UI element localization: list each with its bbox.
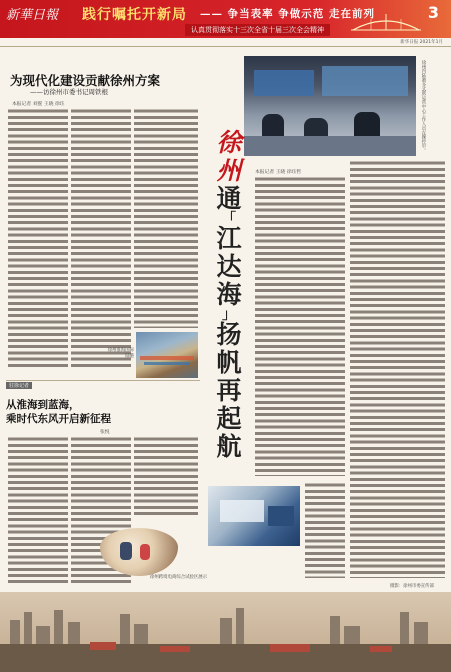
feature-title-char: 起 bbox=[216, 404, 242, 433]
port-photo bbox=[136, 332, 198, 378]
slogan-secondary: —— 争当表率 争做示范 走在前列 bbox=[200, 8, 375, 20]
photo-credit: 摄影：徐州市委宣传部 bbox=[390, 584, 434, 589]
feature-title-char: 州 bbox=[216, 156, 242, 185]
feature-title bbox=[209, 129, 249, 461]
feature-title-char: 「 bbox=[222, 211, 236, 227]
section-tag: 驻徐记者 bbox=[6, 382, 32, 389]
divider bbox=[6, 380, 200, 381]
feature-title-char: 帆 bbox=[216, 348, 242, 377]
feature-title-char: 徐 bbox=[216, 128, 242, 157]
feature-column-3 bbox=[305, 482, 345, 578]
article2-byline: 张悦 bbox=[100, 430, 110, 435]
page-info-text: 新华日报 2021年1月 bbox=[400, 40, 443, 45]
article2-title bbox=[6, 398, 186, 426]
page-number: 3 bbox=[427, 3, 439, 22]
masthead bbox=[0, 0, 451, 38]
feature-column-2 bbox=[350, 160, 445, 578]
article2-column-3 bbox=[134, 436, 198, 516]
city-skyline-photo bbox=[0, 592, 451, 672]
article2-title-line1: 从淮海到蓝海， bbox=[6, 399, 80, 411]
article1-column-1 bbox=[8, 108, 68, 370]
feature-title-char: 」 bbox=[222, 307, 236, 323]
feature-title-char: 海 bbox=[216, 280, 242, 309]
page-info-line bbox=[0, 39, 451, 47]
article2-title-line2: 乘时代东风开启新征程 bbox=[6, 413, 111, 425]
port-caption: 徐州淮海国际陆港 bbox=[107, 348, 134, 359]
article1-byline: 本报记者 刘霆 王晓 徐珏 bbox=[12, 102, 65, 107]
control-room-photo bbox=[244, 56, 416, 156]
feature-title-char: 江 bbox=[216, 224, 242, 253]
article1-column-3 bbox=[134, 108, 198, 328]
exhibition-photo bbox=[208, 486, 300, 546]
newspaper-logo: 新華日報 bbox=[6, 8, 59, 23]
masthead-subtitle: 认真贯彻落实十三次全省十届三次全会精神 bbox=[185, 24, 330, 36]
feature-column-1 bbox=[255, 176, 345, 476]
article1-title: 为现代化建设贡献徐州方案 bbox=[10, 73, 161, 88]
article2-column-1 bbox=[8, 436, 68, 584]
feature-title-char: 扬 bbox=[216, 320, 242, 349]
feature-title-char: 再 bbox=[216, 376, 242, 405]
feature-byline: 本报记者 王晓 徐珏哲 bbox=[255, 170, 302, 175]
feature-title-char: 通 bbox=[216, 184, 242, 213]
feature-title-char: 达 bbox=[216, 252, 242, 281]
feature-photo-caption: 徐州内陆港多式联运营中心工作人员在操控中。 bbox=[421, 60, 426, 153]
slogan: 践行嘱托开新局 bbox=[82, 7, 187, 23]
article1-column-2 bbox=[71, 108, 131, 370]
trade-caption: 徐州跨境电商综合试验区展示 bbox=[150, 575, 208, 580]
city-skyline-illustration bbox=[0, 592, 451, 672]
article1-subtitle: ——访徐州市委书记周铁根 bbox=[30, 88, 108, 96]
bridge-illustration-icon bbox=[351, 10, 421, 34]
feature-title-char: 航 bbox=[216, 432, 242, 461]
